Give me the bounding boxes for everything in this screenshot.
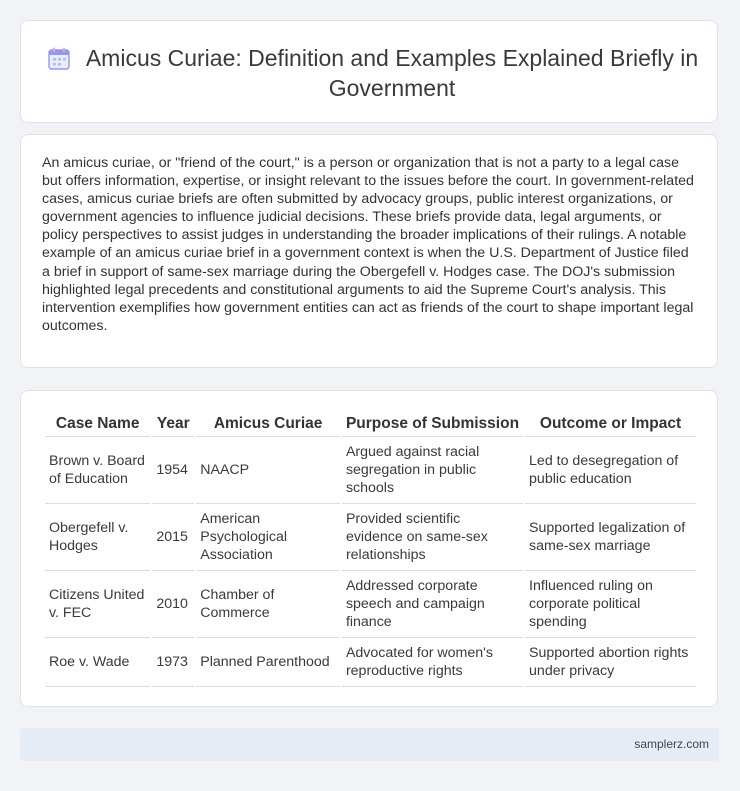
cell-year: 1973 xyxy=(152,638,194,687)
cell-amicus-curiae: Planned Parenthood xyxy=(196,638,340,687)
column-header-outcome: Outcome or Impact xyxy=(525,411,696,437)
cell-year: 2010 xyxy=(152,571,194,638)
column-header-year: Year xyxy=(152,411,194,437)
cell-purpose: Advocated for women's reproductive rights xyxy=(342,638,523,687)
cell-amicus-curiae: Chamber of Commerce xyxy=(196,571,340,638)
cell-case-name: Obergefell v. Hodges xyxy=(45,504,150,571)
calendar-icon xyxy=(48,47,70,71)
cell-purpose: Provided scientific evidence on same-sex relationships xyxy=(342,504,523,571)
cell-year: 1954 xyxy=(152,437,194,504)
cell-case-name: Roe v. Wade xyxy=(45,638,150,687)
description-text: An amicus curiae, or "friend of the court," is a person or organization that is not a party to a legal case but offers information, expertise, or insight relevant to the issues before the court. In government-related cases, amicus curiae briefs are often submitted by advocacy groups, public interest organizations, or government agencies to influence judicial decisions. These briefs provide data, legal arguments, or policy perspectives to assist judges in understanding the broader implications of their rulings. A notable example of an amicus curiae brief in a government context is when the U.S. Department of Justice filed a brief in support of same-sex marriage during the Obergefell v. Hodges case. The DOJ's submission highlighted legal precedents and constitutional arguments to aid the Supreme Court's analysis. This intervention exemplifies how government entities can act as friends of the court to shape important legal outcomes. xyxy=(42,155,694,334)
description-card xyxy=(20,134,718,368)
column-header-purpose: Purpose of Submission xyxy=(342,411,523,437)
column-header-case-name: Case Name xyxy=(45,411,150,437)
table-row xyxy=(45,504,696,571)
cell-amicus-curiae: NAACP xyxy=(196,437,340,504)
cell-outcome: Supported abortion rights under privacy xyxy=(525,638,696,687)
table-row xyxy=(45,571,696,638)
footer-bar xyxy=(20,728,719,761)
table-header-row xyxy=(45,411,696,437)
cell-outcome: Supported legalization of same-sex marriage xyxy=(525,504,696,571)
cell-case-name: Citizens United v. FEC xyxy=(45,571,150,638)
cell-case-name: Brown v. Board of Education xyxy=(45,437,150,504)
cell-outcome: Led to desegregation of public education xyxy=(525,437,696,504)
table-row xyxy=(45,638,696,687)
page-title: Amicus Curiae: Definition and Examples Explained Briefly in Government xyxy=(85,45,699,101)
amicus-table xyxy=(43,411,698,687)
footer-site-link[interactable]: samplerz.com xyxy=(634,737,709,751)
table-row xyxy=(45,437,696,504)
title-card xyxy=(20,20,718,123)
cell-purpose: Addressed corporate speech and campaign finance xyxy=(342,571,523,638)
cell-purpose: Argued against racial segregation in public schools xyxy=(342,437,523,504)
cell-year: 2015 xyxy=(152,504,194,571)
column-header-amicus-curiae: Amicus Curiae xyxy=(196,411,340,437)
table-card xyxy=(20,390,718,707)
cell-outcome: Influenced ruling on corporate political spending xyxy=(525,571,696,638)
cell-amicus-curiae: American Psychological Association xyxy=(196,504,340,571)
